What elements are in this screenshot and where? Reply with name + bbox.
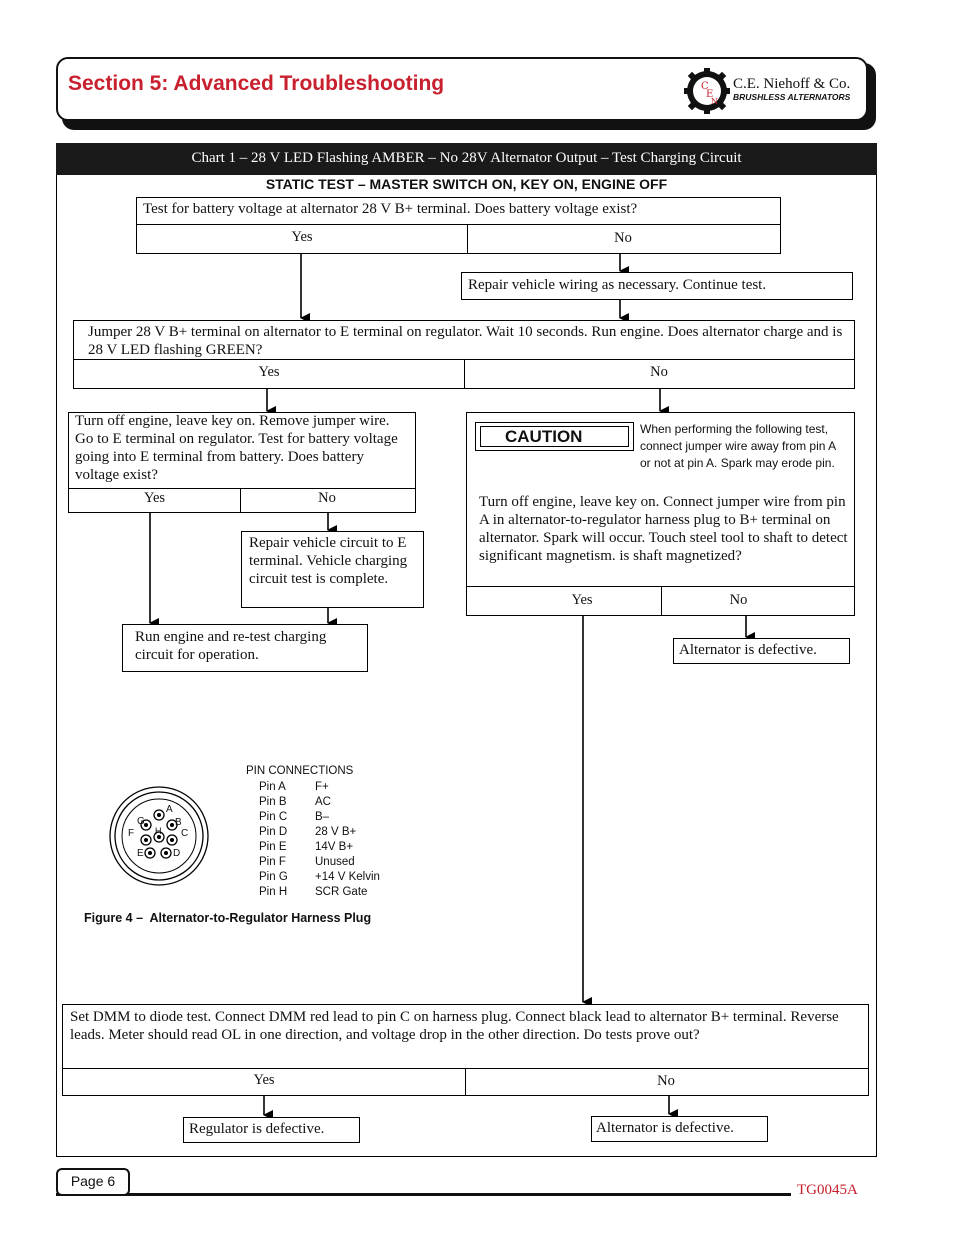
- figure-caption: Figure 4 – Alternator-to-Regulator Harness Plug: [84, 911, 372, 925]
- q4-yes-label: Yes: [571, 592, 593, 608]
- pin-row: Pin A F+: [259, 781, 329, 793]
- company-name: C.E. Niehoff & Co.: [733, 76, 851, 92]
- retest-box: [122, 624, 368, 672]
- caution-label: CAUTION: [480, 426, 629, 447]
- pin-row: Pin H SCR Gate: [259, 886, 368, 898]
- caution-text: When performing the following test, connect jumper wire away from pin A or not at pin A. Spark may erode pin.: [640, 422, 836, 470]
- alt-defective-box-1: [673, 638, 850, 664]
- footer-rule: [56, 1193, 791, 1196]
- q2-no-label: No: [650, 364, 668, 380]
- pin-table: [259, 780, 380, 900]
- q2-yes-label: Yes: [258, 364, 280, 380]
- q1-divider: [137, 224, 780, 225]
- q4-text: Turn off engine, leave key on. Connect jumper wire from pin A in alternator-to-regulator harness plug to B+ terminal on alternator. Spark will occur. Touch steel tool to shaft to detect significant magnetism. is shaft magnetized?: [479, 494, 848, 564]
- plug-label-f: F: [128, 828, 135, 839]
- plug-label-a: A: [166, 804, 173, 815]
- q5-box: [62, 1004, 869, 1096]
- page-number: Page 6: [70, 1173, 116, 1189]
- q3-box: [68, 412, 416, 513]
- repair-e-terminal-box: [241, 531, 424, 608]
- q3-divider: [69, 488, 415, 489]
- svg-text:E: E: [706, 89, 714, 100]
- q1-text: Test for battery voltage at alternator 28 V B+ terminal. Does battery voltage exist?: [143, 201, 638, 217]
- plug-label-h: H: [155, 826, 162, 836]
- alt-defective-text-2: Alternator is defective.: [596, 1120, 734, 1136]
- pin-row: Pin D 28 V B+: [259, 826, 357, 838]
- pin-connections-heading: PIN CONNECTIONS: [246, 765, 354, 777]
- chart-banner: Chart 1 – 28 V LED Flashing AMBER – No 28V Alternator Output – Test Charging Circuit: [56, 143, 877, 175]
- pin-row: Pin B AC: [259, 796, 331, 808]
- retest-text: Run engine and re-test charging circuit for operation.: [135, 629, 327, 663]
- q4-box: [466, 412, 855, 616]
- repair-wiring-box: [461, 272, 853, 300]
- static-test-title: STATIC TEST – MASTER SWITCH ON, KEY ON, ENGINE OFF: [265, 176, 668, 192]
- company-subtitle: BRUSHLESS ALTERNATORS: [733, 92, 851, 102]
- repair-wiring-text: Repair vehicle wiring as necessary. Continue test.: [468, 277, 767, 293]
- svg-text:N: N: [711, 97, 718, 106]
- q4-no-label: No: [729, 592, 748, 608]
- plug-label-c: C: [181, 828, 189, 839]
- q5-yes-label: Yes: [253, 1072, 275, 1088]
- alt-defective-text-1: Alternator is defective.: [679, 642, 817, 658]
- q1-box: [136, 197, 781, 254]
- harness-plug-icon: [108, 785, 210, 887]
- repair-e-terminal-text: Repair vehicle circuit to E terminal. Vehicle charging circuit test is complete.: [249, 535, 408, 587]
- q2-box: [73, 320, 855, 389]
- plug-label-e: E: [137, 848, 144, 859]
- document-code: TG0045A: [797, 1182, 858, 1198]
- caution-frame: [475, 422, 634, 451]
- q1-yes-label: Yes: [291, 229, 313, 245]
- q2-text: Jumper 28 V B+ terminal on alternator to E terminal on regulator. Wait 10 seconds. Run engine. Does alternator charge and is 28 V LED flashing GREEN?: [88, 324, 843, 358]
- plug-label-d: D: [173, 848, 181, 859]
- plug-label-b: B: [175, 817, 182, 828]
- harness-plug-diagram: [108, 785, 210, 887]
- q5-no-label: No: [657, 1073, 675, 1089]
- svg-text:C: C: [701, 81, 709, 92]
- plug-label-g: G: [137, 816, 145, 827]
- q1-no-label: No: [614, 230, 632, 246]
- regulator-defective-box: [183, 1117, 360, 1143]
- pin-row: Pin E 14V B+: [259, 841, 354, 853]
- q3-no-label: No: [318, 490, 336, 506]
- alt-defective-box-2: [591, 1116, 768, 1142]
- q3-yes-label: Yes: [143, 490, 166, 506]
- section-title: Section 5: Advanced Troubleshooting: [68, 72, 445, 95]
- page-number-badge: [56, 1168, 130, 1196]
- pin-row: Pin G +14 V Kelvin: [259, 871, 380, 883]
- pin-row: Pin F Unused: [259, 856, 355, 868]
- pin-row: Pin C B–: [259, 811, 330, 823]
- q5-text: Set DMM to diode test. Connect DMM red lead to pin C on harness plug. Connect black lead to alternator B+ terminal. Reverse leads. Meter should read OL in one direction, and voltage drop in the other direction. Do tests prove out?: [70, 1009, 839, 1043]
- q3-text: Turn off engine, leave key on. Remove jumper wire. Go to E terminal on regulator. Test for battery voltage going into E terminal from battery. Does battery voltage exist?: [75, 413, 398, 483]
- regulator-defective-text: Regulator is defective.: [189, 1121, 325, 1137]
